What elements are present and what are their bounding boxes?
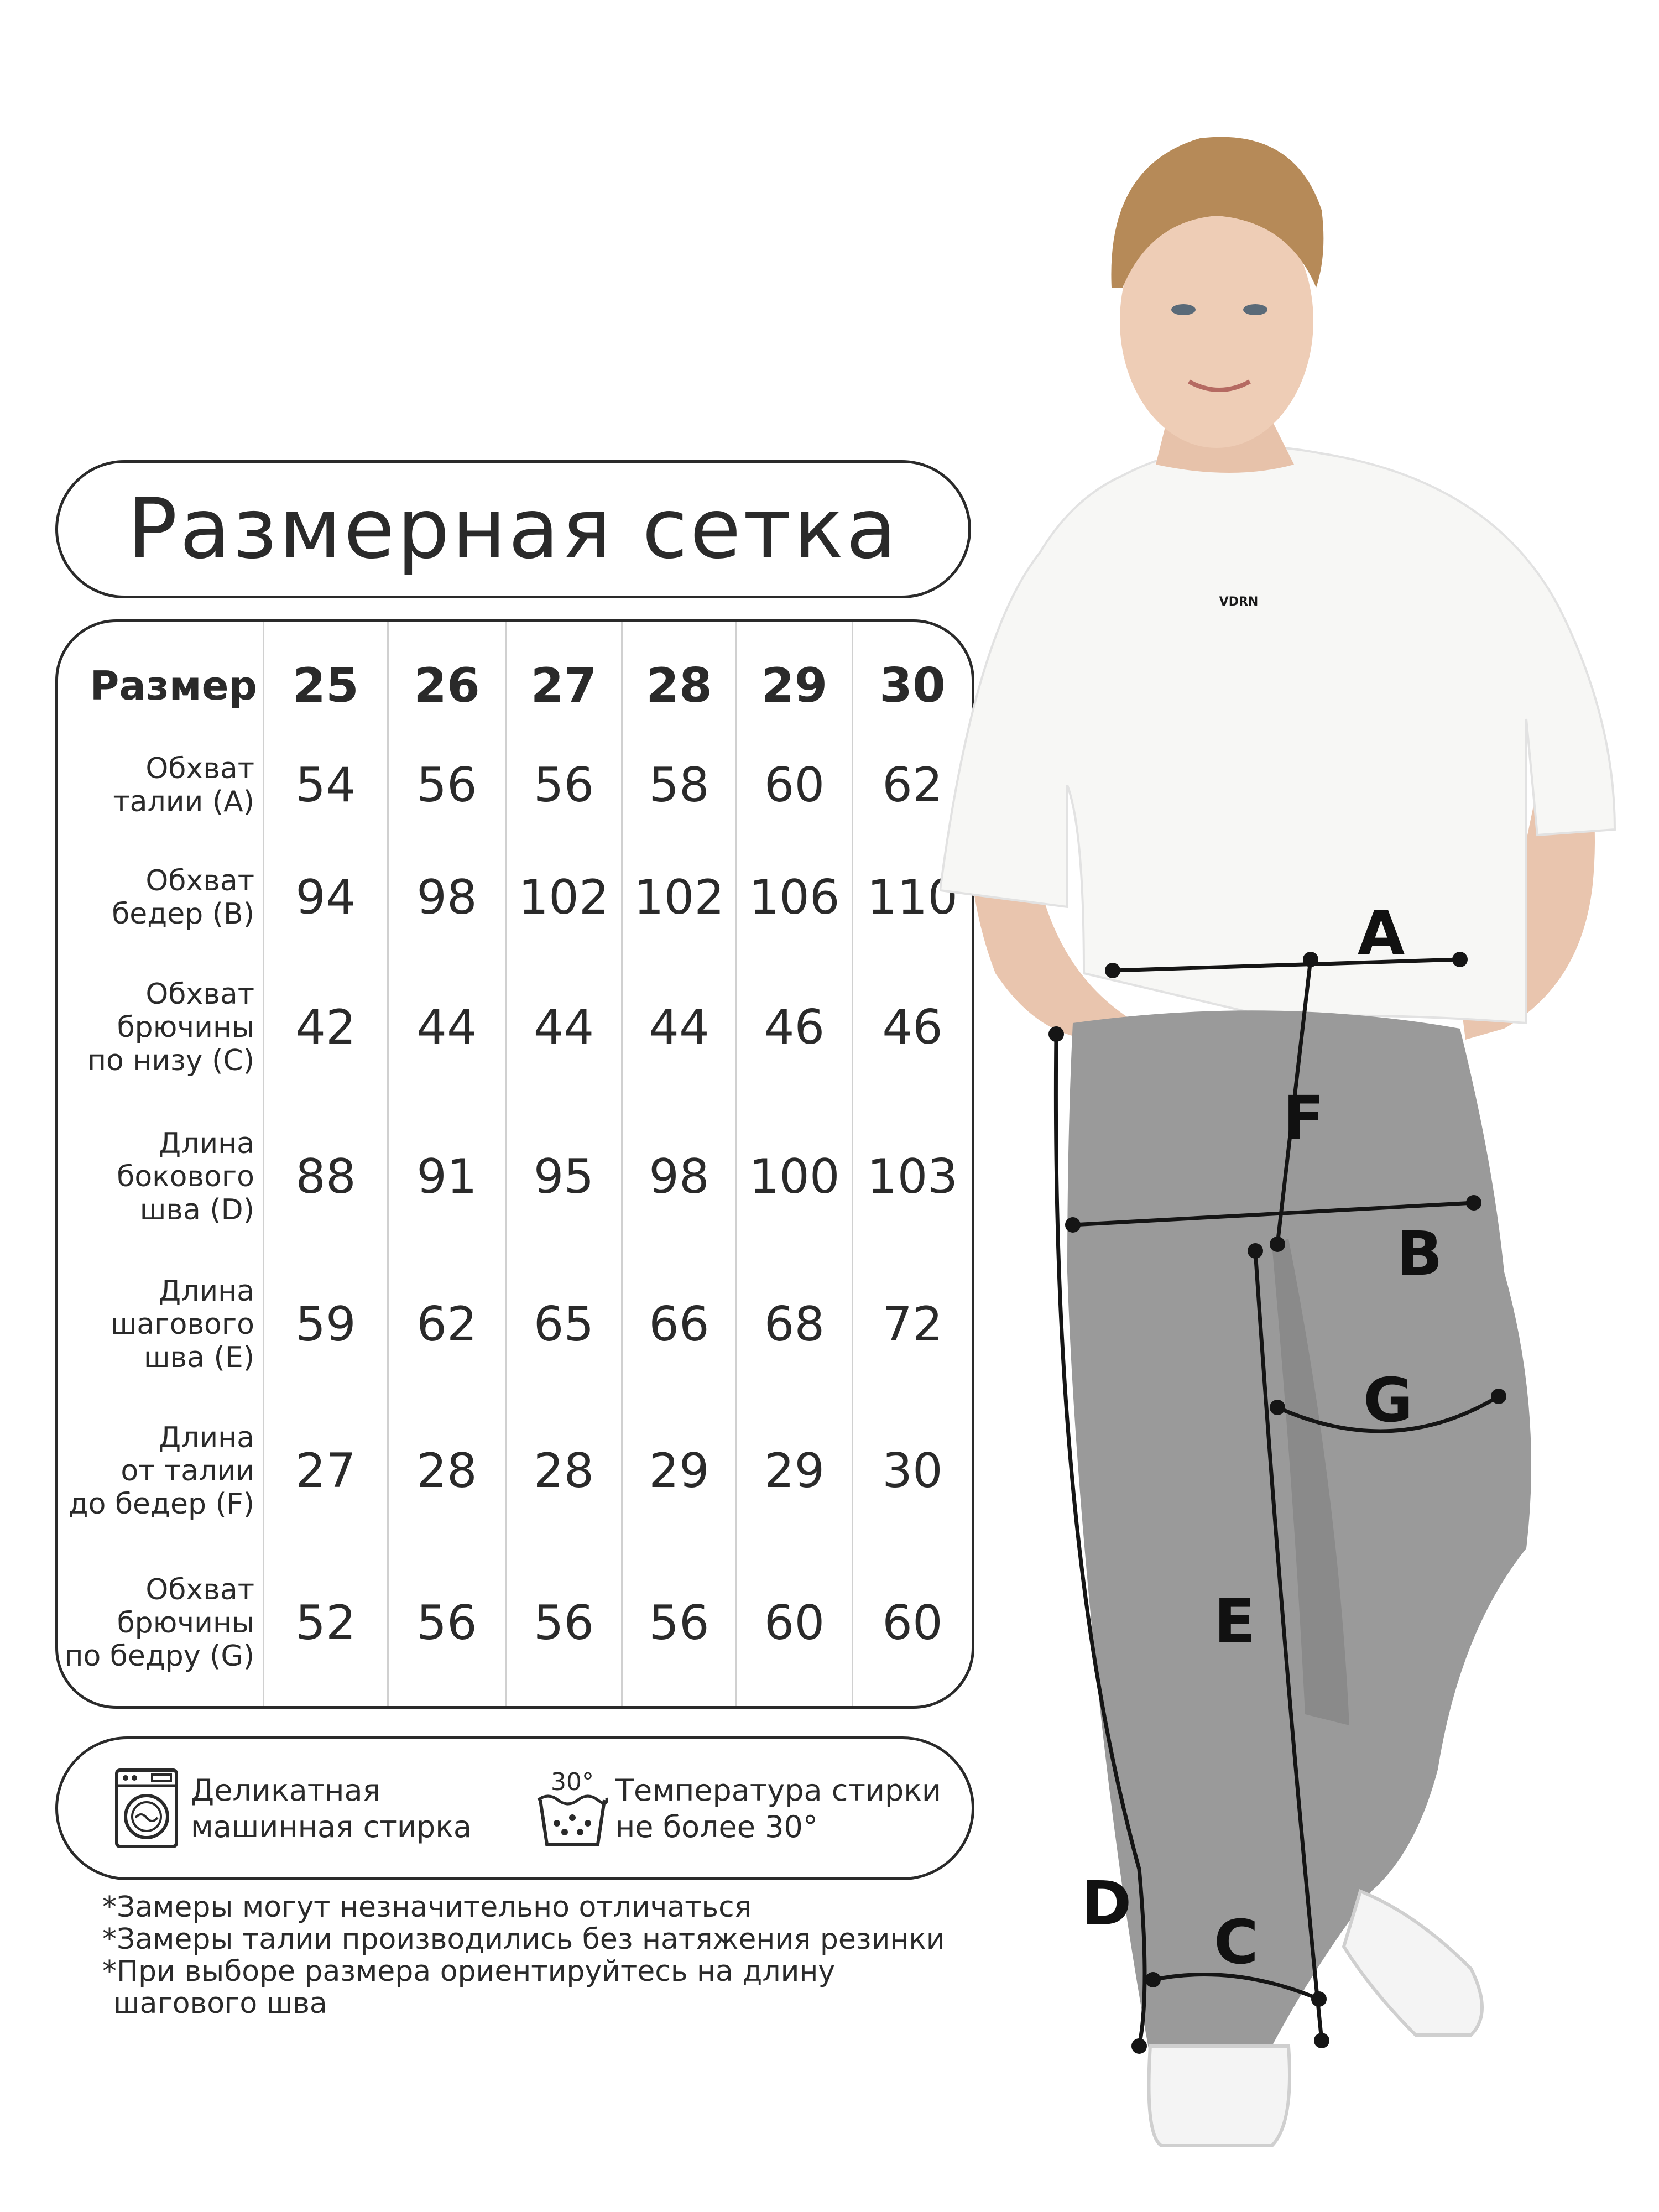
size-table (55, 619, 974, 1709)
table-cell: 59 (295, 1297, 356, 1352)
wash-30-icon (534, 1767, 611, 1850)
measure-label-c: C (1214, 1907, 1259, 1978)
table-cell: 60 (764, 758, 825, 813)
table-cell: 68 (764, 1297, 825, 1352)
size-header-28: 28 (646, 658, 712, 713)
washing-machine-icon (113, 1767, 180, 1850)
row-label-thigh: Обхват брючины по бедру (G) (64, 1573, 254, 1673)
title-banner (55, 460, 971, 598)
table-cell: 42 (295, 999, 356, 1055)
table-cell: 29 (764, 1443, 825, 1499)
table-cell: 95 (533, 1149, 594, 1204)
size-header-27: 27 (530, 658, 597, 713)
table-cell: 29 (649, 1443, 709, 1499)
table-cell: 56 (533, 758, 594, 813)
note-line: *Замеры талии производились без натяжения резинки (102, 1923, 945, 1956)
size-header-label: Размер (90, 662, 257, 709)
notes (102, 1891, 987, 2020)
table-row (58, 730, 972, 841)
table-row (58, 1546, 972, 1700)
size-header-30: 30 (879, 658, 946, 713)
table-row (58, 954, 972, 1100)
row-label-inseam: Длина шагового шва (E) (110, 1275, 254, 1374)
table-cell: 62 (416, 1297, 477, 1352)
temperature-text: Температура стирки не более 30° (615, 1773, 942, 1844)
table-cell: 110 (867, 869, 958, 925)
measure-label-g: G (1363, 1365, 1413, 1436)
shoe-right (1344, 1891, 1482, 2035)
page-title: Размерная сетка (127, 481, 899, 577)
note-line: шагового шва (113, 1987, 327, 2020)
model-photo (940, 0, 1659, 2212)
row-label-side-seam: Длина бокового шва (D) (117, 1126, 254, 1227)
table-cell: 46 (764, 999, 825, 1055)
note-line: *При выборе размера ориентируйтесь на длину (102, 1955, 836, 1988)
table-row (58, 1253, 972, 1396)
table-cell: 88 (295, 1149, 356, 1204)
table-cell: 54 (295, 758, 356, 813)
table-cell: 98 (416, 869, 477, 925)
table-cell: 27 (295, 1443, 356, 1499)
table-row (58, 1100, 972, 1253)
table-cell: 44 (416, 999, 477, 1055)
washing-text: Деликатная машинная стирка (191, 1773, 472, 1844)
tshirt-logo: VDRN (1219, 595, 1259, 609)
table-cell: 60 (882, 1595, 943, 1651)
table-cell: 66 (649, 1297, 709, 1352)
row-label-hips: Обхват бедер (B) (112, 864, 254, 931)
table-cell: 56 (416, 1595, 477, 1651)
row-label-leg-bottom: Обхват брючины по низу (C) (87, 977, 254, 1077)
table-cell: 56 (649, 1595, 709, 1651)
table-row (58, 841, 972, 954)
table-cell: 56 (533, 1595, 594, 1651)
table-cell: 94 (295, 869, 356, 925)
note-line: *Замеры могут незначительно отличаться (102, 1891, 752, 1924)
table-cell: 72 (882, 1297, 943, 1352)
table-cell: 103 (867, 1149, 958, 1204)
table-row (58, 1396, 972, 1546)
care-instructions (55, 1736, 974, 1880)
measure-label-d: D (1081, 1868, 1132, 1939)
wash-temp-label: 30° (551, 1768, 594, 1796)
shoe-left (1149, 2046, 1290, 2146)
size-header-25: 25 (293, 658, 359, 713)
table-cell: 102 (633, 869, 725, 925)
table-cell: 106 (749, 869, 840, 925)
table-cell: 46 (882, 999, 943, 1055)
measure-label-e: E (1214, 1586, 1256, 1657)
row-label-waist: Обхват талии (A) (113, 752, 254, 818)
table-cell: 60 (764, 1595, 825, 1651)
table-header-row (58, 644, 972, 727)
table-cell: 58 (649, 758, 709, 813)
table-cell: 65 (533, 1297, 594, 1352)
table-cell: 56 (416, 758, 477, 813)
row-label-rise: Длина от талии до бедер (F) (68, 1421, 254, 1521)
table-cell: 28 (416, 1443, 477, 1499)
table-cell: 44 (533, 999, 594, 1055)
table-cell: 30 (882, 1443, 943, 1499)
table-cell: 44 (649, 999, 709, 1055)
table-cell: 102 (518, 869, 609, 925)
table-cell: 91 (416, 1149, 477, 1204)
size-header-29: 29 (761, 658, 828, 713)
measure-label-b: B (1396, 1218, 1443, 1289)
table-cell: 52 (295, 1595, 356, 1651)
table-cell: 28 (533, 1443, 594, 1499)
table-cell: 98 (649, 1149, 709, 1204)
table-cell: 100 (749, 1149, 840, 1204)
eye-right (1243, 304, 1267, 315)
size-header-26: 26 (414, 658, 480, 713)
table-cell: 62 (882, 758, 943, 813)
measure-label-a: A (1358, 898, 1405, 968)
eye-left (1171, 304, 1196, 315)
measure-label-f: F (1283, 1083, 1325, 1154)
